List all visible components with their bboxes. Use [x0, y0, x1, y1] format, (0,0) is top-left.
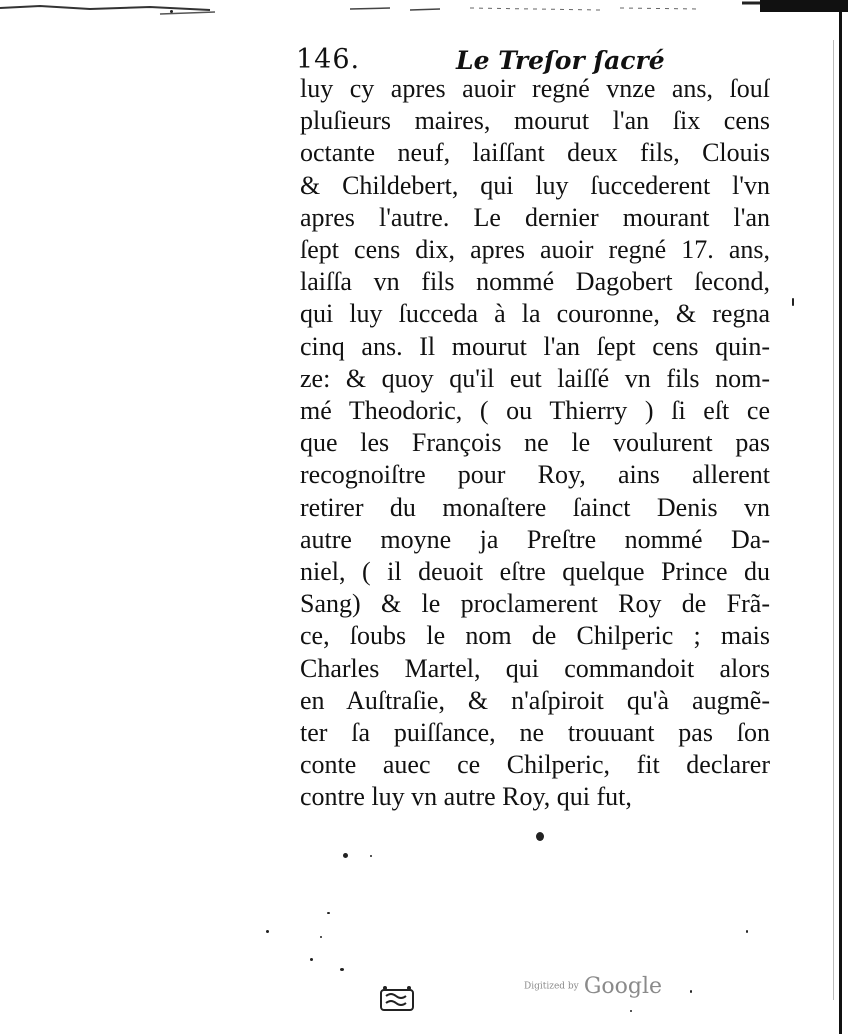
body-text: [300, 73, 770, 814]
page-edge-line: [839, 0, 842, 1034]
running-title: Le Treſor ſacré: [456, 46, 665, 75]
text-line: apres l'autre. Le dernier mourant l'an: [300, 202, 770, 232]
digitized-watermark: [524, 974, 662, 1004]
scan-edge-artifacts: [0, 0, 848, 22]
text-line: retirer du monaſtere ſainct Denis vn: [300, 492, 770, 522]
text-line: pluſieurs maires, mourut l'an ſix cens: [300, 106, 770, 136]
text-line: ce, ſoubs le nom de Chilperic ; mais: [300, 621, 770, 651]
text-line: contre luy vn autre Roy, qui fut,: [300, 782, 632, 812]
text-line: laiſſa vn fils nommé Dagobert ſecond,: [300, 267, 770, 297]
text-line: que les François ne le voulurent pas: [300, 428, 770, 458]
text-line: ze: & quoy qu'il eut laiſſé vn fils nom-: [300, 363, 770, 393]
printer-ornament-icon: [378, 984, 416, 1014]
page-number: 146.: [296, 44, 361, 75]
text-line: cinq ans. Il mourut l'an ſept cens quin-: [300, 331, 770, 361]
text-line: octante neuf, laiſſant deux fils, Clouis: [300, 138, 770, 168]
text-line: autre moyne ja Preſtre nommé Da-: [300, 524, 770, 554]
text-line: recognoiſtre pour Roy, ains allerent: [300, 460, 770, 490]
text-line: luy cy apres auoir regné vnze ans, ſouſ: [300, 74, 770, 103]
text-line: ſept cens dix, apres auoir regné 17. ans,: [300, 235, 770, 265]
text-line: en Auſtraſie, & n'aſpiroit qu'à augmẽ-: [300, 685, 770, 715]
text-line: Sang) & le proclamerent Roy de Frã-: [300, 589, 770, 619]
text-line: ter ſa puiſſance, ne trouuant pas ſon: [300, 718, 770, 748]
text-line: qui luy ſucceda à la couronne, & regna: [300, 299, 770, 329]
text-line: mé Theodoric, ( ou Thierry ) ſi eſt ce: [300, 396, 770, 426]
text-line: Charles Martel, qui commandoit alors: [300, 653, 770, 683]
text-line: conte auec ce Chilperic, fit declarer: [300, 750, 770, 780]
text-line: niel, ( il deuoit eſtre quelque Prince du: [300, 557, 770, 587]
page-edge-shadow: [833, 40, 834, 1000]
text-line: & Childebert, qui luy ſuccederent l'vn: [300, 170, 770, 200]
watermark-brand: Google: [583, 974, 663, 999]
watermark-prefix: Digitized by: [524, 981, 579, 992]
